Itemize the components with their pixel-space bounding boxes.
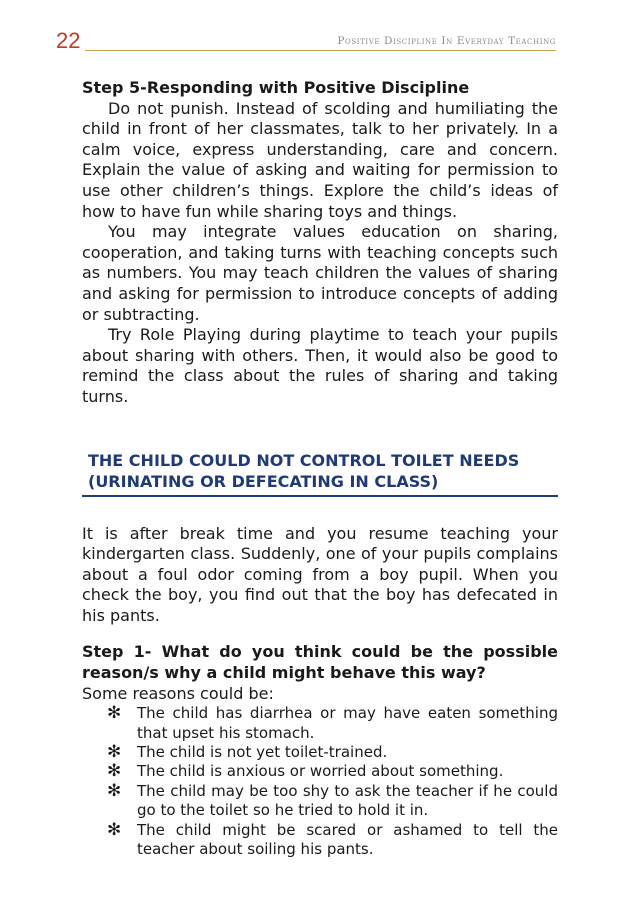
asterisk-bullet-icon: ✻ <box>107 761 122 782</box>
asterisk-bullet-icon: ✻ <box>107 742 122 763</box>
asterisk-bullet-icon: ✻ <box>107 819 122 840</box>
step5-paragraph-1: Do not punish. Instead of scolding and humiliating the child in front of her classmates, talk to her privately. In a calm voice, express understanding, care and concern. Explain the value of asking and waiting for permission to use other children’s things. Explore the child’s ideas of how to have fun while sharing toys and things. <box>82 98 558 221</box>
reason-text: The child might be scared or ashamed to tell the teacher about soiling his pants. <box>137 820 558 859</box>
section-heading <box>82 450 558 497</box>
reason-text: The child is anxious or worried about something. <box>137 762 504 781</box>
running-title: Positive Discipline In Everyday Teaching <box>337 35 556 47</box>
list-item <box>107 704 558 743</box>
page-number: 22 <box>56 28 81 53</box>
reason-text: The child may be too shy to ask the teacher if he could go to the toilet so he tried to hold it in. <box>137 781 558 820</box>
asterisk-bullet-icon: ✻ <box>107 780 122 801</box>
reasons-intro: Some reasons could be: <box>82 683 274 703</box>
list-item <box>107 821 558 860</box>
step5-paragraph-3: Try Role Playing during playtime to teach your pupils about sharing with others. Then, it would also be good to remind the class about the rules of sharing and taking turns. <box>82 325 558 406</box>
list-item <box>107 782 558 821</box>
reason-text: The child is not yet toilet-trained. <box>137 743 388 762</box>
list-item <box>107 762 558 781</box>
header-divider <box>85 50 556 51</box>
section-heading-line-1: THE CHILD COULD NOT CONTROL TOILET NEEDS <box>88 450 520 470</box>
list-item <box>107 743 558 762</box>
scenario-paragraph: It is after break time and you resume teaching your kindergarten class. Suddenly, one of your pupils complains about a foul odor coming from a boy pupil. When you check the boy, you find out that the boy has defecated in his pants. <box>82 523 558 625</box>
asterisk-bullet-icon: ✻ <box>107 703 122 724</box>
page-header <box>56 28 556 54</box>
page-content <box>82 78 558 860</box>
reason-text: The child has diarrhea or may have eaten something that upset his stomach. <box>137 704 558 742</box>
section-heading-line-2: (URINATING OR DEFECATING IN CLASS) <box>88 471 439 491</box>
step5-paragraph-2: You may integrate values education on sharing, cooperation, and taking turns with teaching concepts such as numbers. You may teach children the values of sharing and asking for permission to introduce concepts of adding or subtracting. <box>82 222 558 324</box>
step1-title: Step 1- What do you think could be the possible reason/s why a child might behave this way? <box>82 642 558 683</box>
reasons-list <box>82 704 558 859</box>
step5-title: Step 5-Responding with Positive Discipline <box>82 78 470 97</box>
